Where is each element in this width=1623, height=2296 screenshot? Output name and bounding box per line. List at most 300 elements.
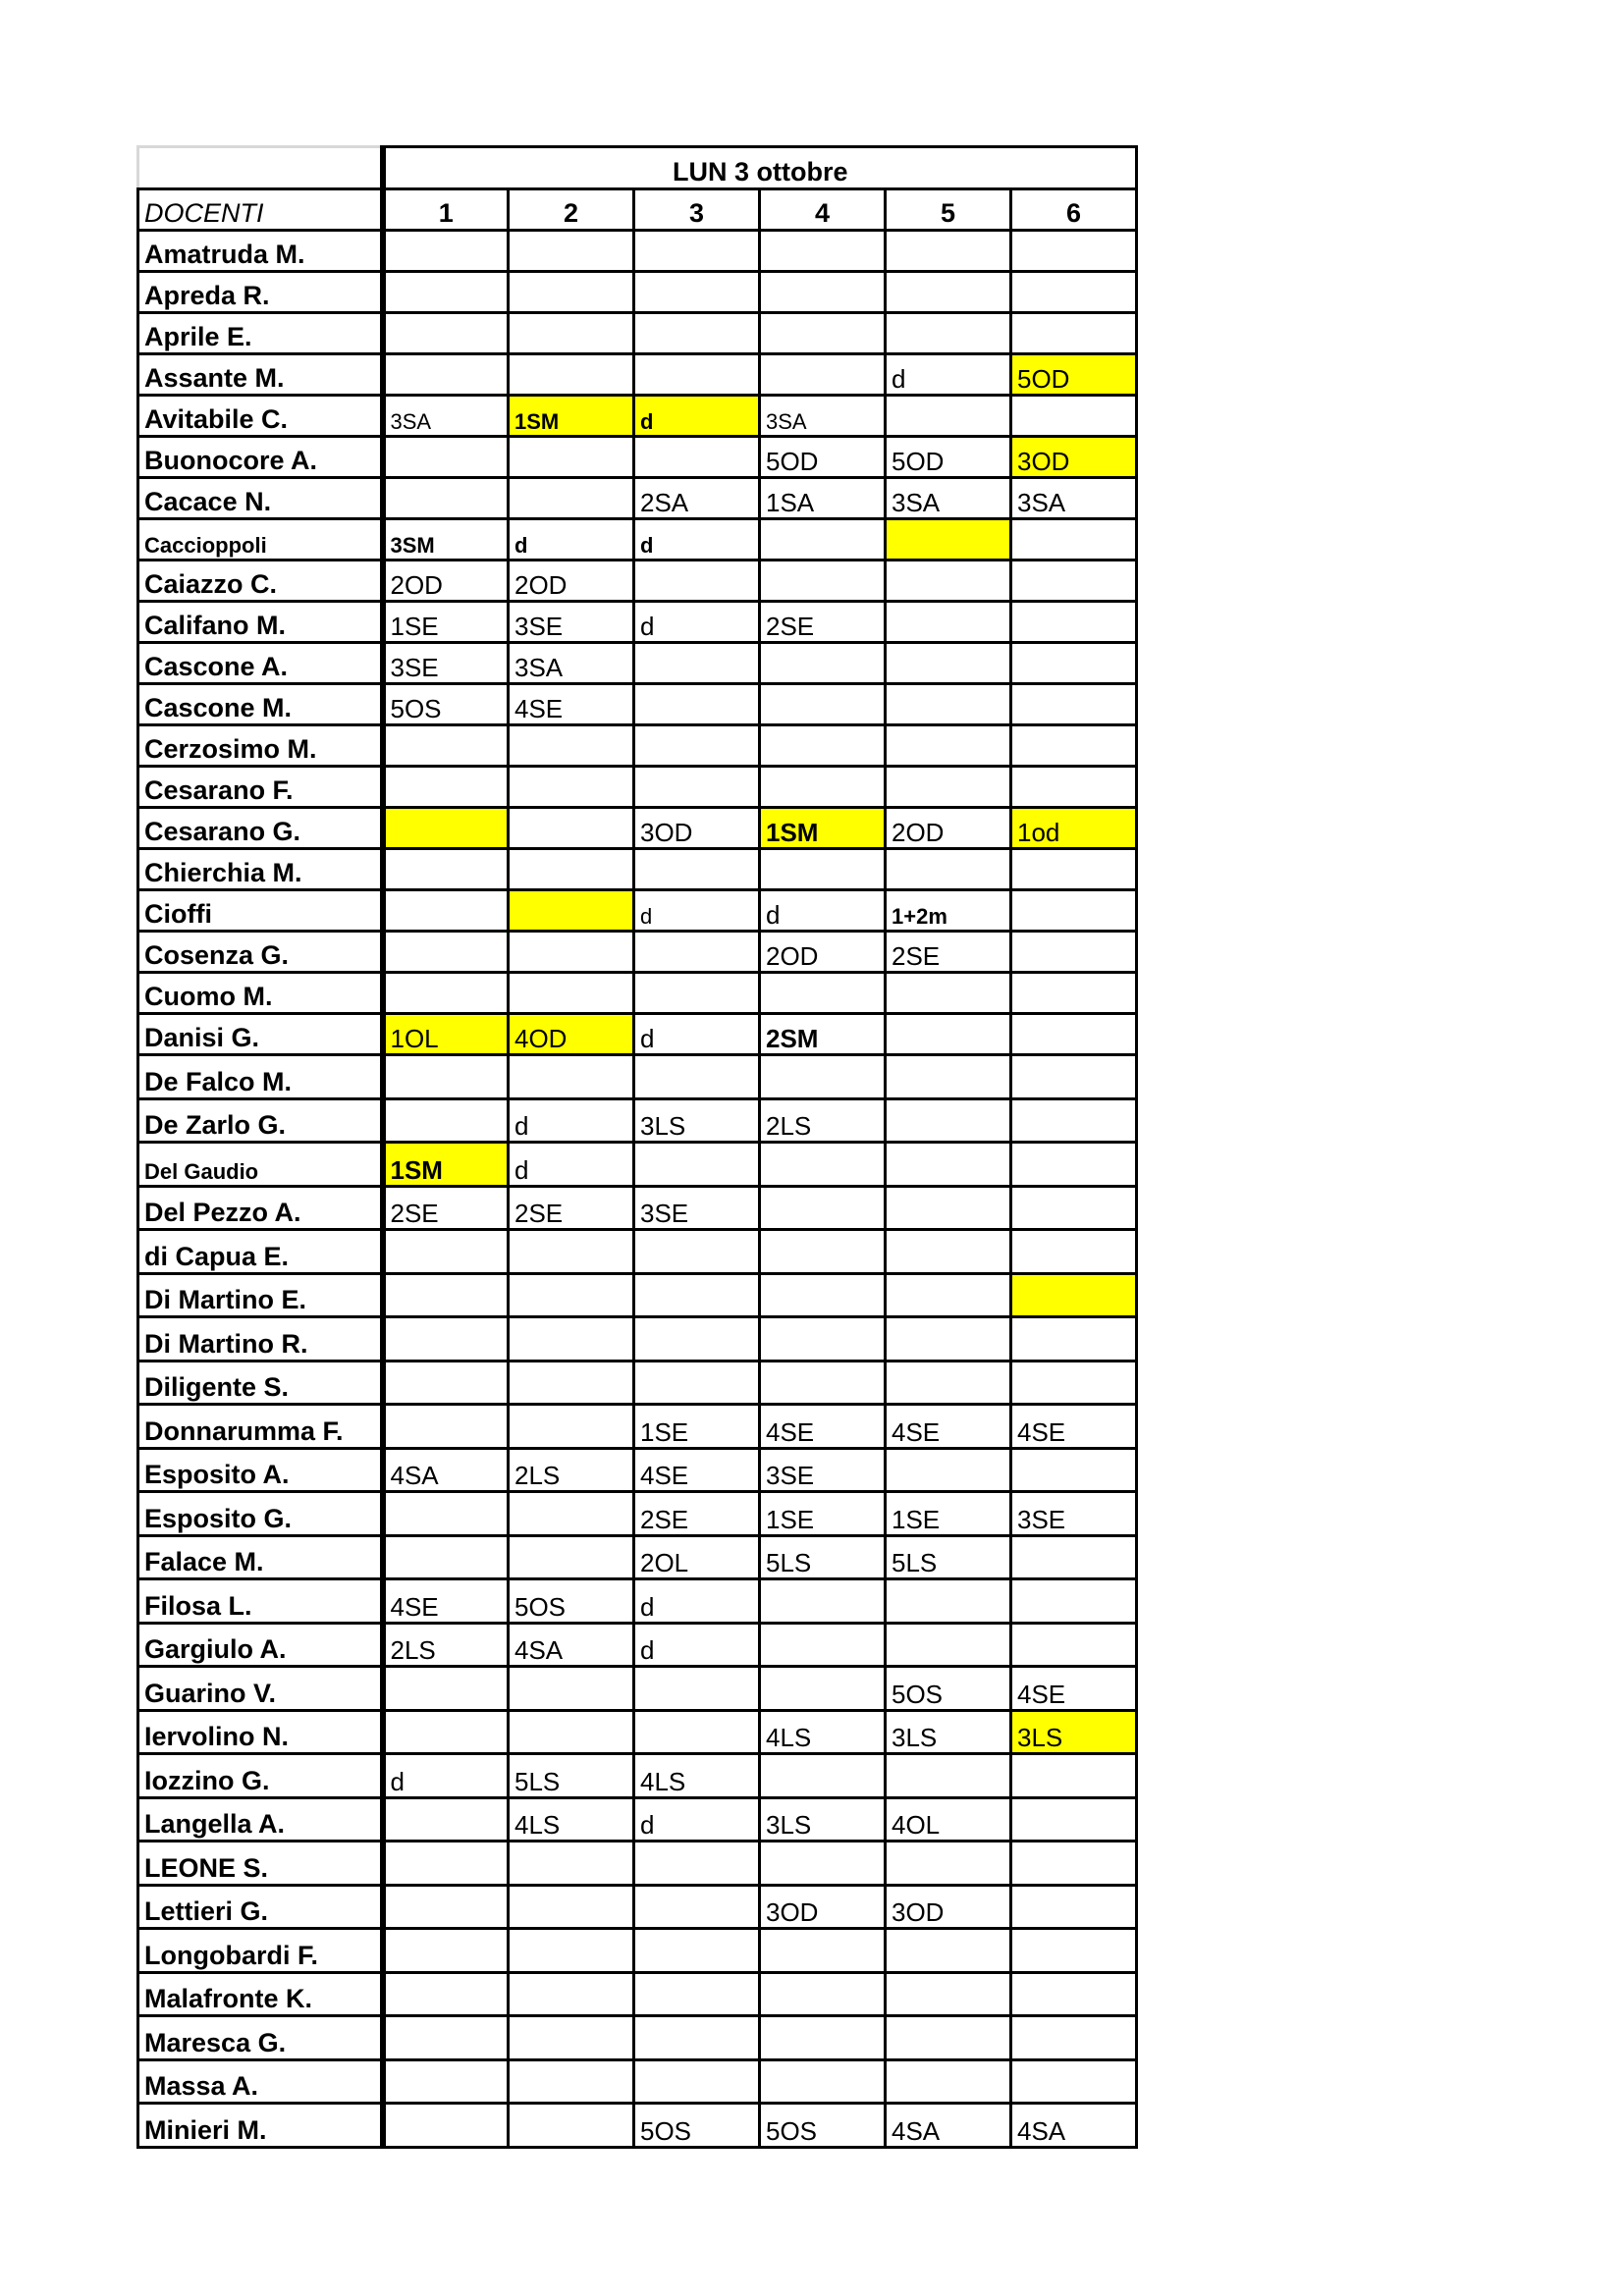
teacher-column-header: DOCENTI bbox=[138, 189, 383, 231]
table-row bbox=[138, 1885, 1137, 1929]
teacher-name: Cesarano G. bbox=[138, 808, 383, 849]
teacher-name: Aprile E. bbox=[138, 313, 383, 354]
schedule-cell bbox=[509, 1273, 634, 1317]
table-row bbox=[138, 890, 1137, 932]
schedule-cell: 3SE bbox=[760, 1448, 886, 1492]
schedule-cell: 3SM bbox=[383, 519, 509, 561]
schedule-cell bbox=[383, 890, 509, 932]
schedule-cell bbox=[886, 1929, 1011, 1973]
schedule-cell bbox=[760, 231, 886, 272]
schedule-cell bbox=[760, 1623, 886, 1667]
title-row bbox=[138, 147, 1137, 189]
teacher-name: Amatruda M. bbox=[138, 231, 383, 272]
schedule-cell bbox=[886, 1579, 1011, 1624]
teacher-name: Donnarumma F. bbox=[138, 1405, 383, 1449]
schedule-cell bbox=[886, 1361, 1011, 1405]
schedule-cell: 4SE bbox=[634, 1448, 760, 1492]
schedule-cell bbox=[1011, 2059, 1137, 2104]
schedule-cell: 3LS bbox=[1011, 1710, 1137, 1754]
schedule-cell bbox=[760, 1842, 886, 1886]
teacher-name: Esposito A. bbox=[138, 1448, 383, 1492]
schedule-cell: 5OS bbox=[760, 2104, 886, 2148]
table-row bbox=[138, 1667, 1137, 1711]
teacher-name: di Capua E. bbox=[138, 1230, 383, 1274]
schedule-cell bbox=[383, 1885, 509, 1929]
schedule-cell: 4OD bbox=[509, 1014, 634, 1055]
schedule-cell bbox=[634, 1273, 760, 1317]
table-row bbox=[138, 973, 1137, 1014]
table-row bbox=[138, 561, 1137, 602]
table-row bbox=[138, 1317, 1137, 1362]
schedule-cell: 3SA bbox=[760, 396, 886, 437]
schedule-cell: d bbox=[383, 1754, 509, 1798]
schedule-cell: 3SE bbox=[383, 643, 509, 684]
schedule-cell bbox=[383, 231, 509, 272]
table-row bbox=[138, 2016, 1137, 2060]
schedule-table bbox=[136, 145, 1138, 2149]
header-row bbox=[138, 189, 1137, 231]
schedule-cell bbox=[1011, 1623, 1137, 1667]
table-row bbox=[138, 437, 1137, 478]
schedule-cell: d bbox=[760, 890, 886, 932]
schedule-cell bbox=[383, 1273, 509, 1317]
schedule-cell bbox=[383, 478, 509, 519]
schedule-cell: 1+2m bbox=[886, 890, 1011, 932]
schedule-cell bbox=[886, 1230, 1011, 1274]
schedule-cell bbox=[760, 1667, 886, 1711]
teacher-name: Massa A. bbox=[138, 2059, 383, 2104]
schedule-cell: 2SE bbox=[886, 932, 1011, 973]
schedule-cell bbox=[634, 1667, 760, 1711]
schedule-cell bbox=[383, 1972, 509, 2016]
schedule-cell: 5OS bbox=[509, 1579, 634, 1624]
teacher-name: Buonocore A. bbox=[138, 437, 383, 478]
schedule-cell: 2OL bbox=[634, 1535, 760, 1579]
schedule-cell: 5OD bbox=[886, 437, 1011, 478]
teacher-name: Diligente S. bbox=[138, 1361, 383, 1405]
schedule-cell: 1SM bbox=[383, 1143, 509, 1187]
schedule-cell bbox=[634, 1842, 760, 1886]
schedule-cell bbox=[509, 1929, 634, 1973]
teacher-name: Avitabile C. bbox=[138, 396, 383, 437]
teacher-name: Caiazzo C. bbox=[138, 561, 383, 602]
schedule-cell bbox=[1011, 725, 1137, 767]
schedule-cell: 4SE bbox=[886, 1405, 1011, 1449]
schedule-cell bbox=[634, 643, 760, 684]
schedule-cell: 5OS bbox=[383, 684, 509, 725]
teacher-name: Falace M. bbox=[138, 1535, 383, 1579]
schedule-cell: 4SA bbox=[1011, 2104, 1137, 2148]
schedule-cell: d bbox=[634, 396, 760, 437]
schedule-cell bbox=[634, 973, 760, 1014]
table-row bbox=[138, 767, 1137, 808]
teacher-name: Cascone M. bbox=[138, 684, 383, 725]
schedule-cell bbox=[383, 849, 509, 890]
table-row bbox=[138, 354, 1137, 396]
teacher-name: De Falco M. bbox=[138, 1055, 383, 1099]
schedule-cell bbox=[383, 2059, 509, 2104]
schedule-cell: 5LS bbox=[886, 1535, 1011, 1579]
schedule-cell: 3LS bbox=[760, 1797, 886, 1842]
table-row bbox=[138, 1405, 1137, 1449]
schedule-cell bbox=[634, 2016, 760, 2060]
schedule-cell bbox=[1011, 231, 1137, 272]
schedule-cell: 1SE bbox=[886, 1492, 1011, 1536]
schedule-cell bbox=[383, 1098, 509, 1143]
schedule-cell: 2SE bbox=[634, 1492, 760, 1536]
schedule-cell: 3SA bbox=[886, 478, 1011, 519]
teacher-name: Del Pezzo A. bbox=[138, 1186, 383, 1230]
table-row bbox=[138, 1361, 1137, 1405]
schedule-cell bbox=[760, 272, 886, 313]
schedule-cell bbox=[886, 973, 1011, 1014]
schedule-cell bbox=[760, 849, 886, 890]
table-row bbox=[138, 1579, 1137, 1624]
schedule-cell bbox=[383, 354, 509, 396]
table-row bbox=[138, 1098, 1137, 1143]
schedule-cell: 1SA bbox=[760, 478, 886, 519]
schedule-cell bbox=[1011, 519, 1137, 561]
schedule-cell bbox=[1011, 1535, 1137, 1579]
schedule-cell bbox=[1011, 1098, 1137, 1143]
teacher-name: Assante M. bbox=[138, 354, 383, 396]
schedule-cell bbox=[509, 231, 634, 272]
schedule-cell bbox=[383, 1667, 509, 1711]
schedule-cell bbox=[634, 1230, 760, 1274]
schedule-cell bbox=[886, 725, 1011, 767]
period-header: 6 bbox=[1011, 189, 1137, 231]
schedule-cell bbox=[509, 272, 634, 313]
schedule-cell bbox=[760, 643, 886, 684]
schedule-cell bbox=[760, 1143, 886, 1187]
schedule-cell bbox=[760, 2016, 886, 2060]
schedule-cell bbox=[509, 1972, 634, 2016]
teacher-name: Langella A. bbox=[138, 1797, 383, 1842]
schedule-cell bbox=[1011, 313, 1137, 354]
teacher-name: Cerzosimo M. bbox=[138, 725, 383, 767]
schedule-cell bbox=[634, 849, 760, 890]
schedule-cell bbox=[383, 1842, 509, 1886]
table-row bbox=[138, 1842, 1137, 1886]
schedule-cell bbox=[509, 1842, 634, 1886]
schedule-cell bbox=[383, 1710, 509, 1754]
schedule-cell: 1SM bbox=[509, 396, 634, 437]
teacher-name: Califano M. bbox=[138, 602, 383, 643]
schedule-cell bbox=[383, 1055, 509, 1099]
table-row bbox=[138, 1710, 1137, 1754]
schedule-cell bbox=[760, 684, 886, 725]
schedule-cell: 2SE bbox=[760, 602, 886, 643]
teacher-name: Guarino V. bbox=[138, 1667, 383, 1711]
schedule-cell bbox=[760, 1273, 886, 1317]
teacher-name: Lettieri G. bbox=[138, 1885, 383, 1929]
corner-cell bbox=[138, 147, 383, 189]
schedule-cell bbox=[760, 1230, 886, 1274]
schedule-cell: d bbox=[509, 1098, 634, 1143]
table-row bbox=[138, 272, 1137, 313]
schedule-cell bbox=[509, 932, 634, 973]
day-title: LUN 3 ottobre bbox=[383, 147, 1137, 189]
teacher-name: Del Gaudio bbox=[138, 1143, 383, 1187]
schedule-cell: 5OS bbox=[634, 2104, 760, 2148]
schedule-cell bbox=[760, 561, 886, 602]
schedule-cell bbox=[634, 767, 760, 808]
schedule-cell: 4SA bbox=[383, 1448, 509, 1492]
schedule-cell bbox=[383, 437, 509, 478]
schedule-cell: d bbox=[634, 1014, 760, 1055]
schedule-cell: 2LS bbox=[509, 1448, 634, 1492]
schedule-cell: 2SM bbox=[760, 1014, 886, 1055]
schedule-cell bbox=[886, 643, 1011, 684]
schedule-cell bbox=[383, 2104, 509, 2148]
schedule-cell: 2SE bbox=[383, 1186, 509, 1230]
teacher-name: Gargiulo A. bbox=[138, 1623, 383, 1667]
schedule-cell bbox=[886, 396, 1011, 437]
schedule-cell bbox=[634, 231, 760, 272]
schedule-cell bbox=[760, 1972, 886, 2016]
schedule-cell bbox=[886, 1842, 1011, 1886]
schedule-cell: 3LS bbox=[886, 1710, 1011, 1754]
schedule-cell bbox=[509, 2016, 634, 2060]
table-row bbox=[138, 1014, 1137, 1055]
schedule-cell: 4LS bbox=[760, 1710, 886, 1754]
schedule-cell: d bbox=[634, 1797, 760, 1842]
schedule-cell bbox=[509, 437, 634, 478]
schedule-cell bbox=[760, 725, 886, 767]
schedule-cell bbox=[383, 2016, 509, 2060]
schedule-cell: 3SE bbox=[509, 602, 634, 643]
schedule-cell: 3OD bbox=[886, 1885, 1011, 1929]
schedule-cell bbox=[634, 272, 760, 313]
schedule-cell: 4LS bbox=[634, 1754, 760, 1798]
table-row bbox=[138, 725, 1137, 767]
period-header: 4 bbox=[760, 189, 886, 231]
schedule-cell bbox=[1011, 1055, 1137, 1099]
schedule-cell: d bbox=[634, 602, 760, 643]
schedule-cell bbox=[1011, 396, 1137, 437]
schedule-cell bbox=[1011, 1448, 1137, 1492]
schedule-cell bbox=[383, 313, 509, 354]
schedule-cell bbox=[886, 519, 1011, 561]
schedule-cell bbox=[886, 1623, 1011, 1667]
table-row bbox=[138, 1448, 1137, 1492]
schedule-cell bbox=[1011, 1014, 1137, 1055]
schedule-cell: 2OD bbox=[383, 561, 509, 602]
period-header: 2 bbox=[509, 189, 634, 231]
schedule-cell bbox=[509, 2059, 634, 2104]
schedule-cell: 3SA bbox=[383, 396, 509, 437]
schedule-cell: d bbox=[509, 1143, 634, 1187]
schedule-cell: 2OD bbox=[509, 561, 634, 602]
schedule-cell bbox=[634, 1361, 760, 1405]
schedule-cell bbox=[1011, 1230, 1137, 1274]
schedule-cell bbox=[886, 231, 1011, 272]
schedule-cell: d bbox=[886, 354, 1011, 396]
teacher-name: Esposito G. bbox=[138, 1492, 383, 1536]
schedule-cell: 3OD bbox=[634, 808, 760, 849]
schedule-cell bbox=[634, 313, 760, 354]
table-row bbox=[138, 1055, 1137, 1099]
schedule-cell bbox=[1011, 1797, 1137, 1842]
schedule-cell bbox=[634, 1143, 760, 1187]
table-row bbox=[138, 808, 1137, 849]
schedule-cell bbox=[886, 767, 1011, 808]
schedule-cell bbox=[509, 478, 634, 519]
schedule-cell bbox=[509, 849, 634, 890]
schedule-cell bbox=[509, 1055, 634, 1099]
schedule-cell bbox=[886, 272, 1011, 313]
table-row bbox=[138, 1929, 1137, 1973]
schedule-cell bbox=[383, 932, 509, 973]
schedule-cell bbox=[1011, 1317, 1137, 1362]
schedule-cell: 4SE bbox=[760, 1405, 886, 1449]
schedule-cell bbox=[634, 1929, 760, 1973]
schedule-cell: 3OD bbox=[760, 1885, 886, 1929]
schedule-cell bbox=[1011, 932, 1137, 973]
schedule-cell bbox=[760, 767, 886, 808]
teacher-name: Malafronte K. bbox=[138, 1972, 383, 2016]
schedule-cell bbox=[1011, 890, 1137, 932]
schedule-cell bbox=[886, 1143, 1011, 1187]
schedule-cell bbox=[383, 1405, 509, 1449]
schedule-cell bbox=[1011, 1929, 1137, 1973]
schedule-cell bbox=[1011, 1143, 1137, 1187]
schedule-cell: 2OD bbox=[886, 808, 1011, 849]
schedule-cell bbox=[634, 1317, 760, 1362]
schedule-cell bbox=[383, 1797, 509, 1842]
schedule-cell: 1SM bbox=[760, 808, 886, 849]
schedule-cell: 4LS bbox=[509, 1797, 634, 1842]
schedule-cell: 4SE bbox=[1011, 1667, 1137, 1711]
schedule-cell bbox=[509, 1492, 634, 1536]
schedule-cell bbox=[509, 354, 634, 396]
schedule-cell bbox=[634, 1885, 760, 1929]
schedule-cell bbox=[1011, 2016, 1137, 2060]
schedule-cell bbox=[886, 849, 1011, 890]
schedule-cell: 3SA bbox=[1011, 478, 1137, 519]
schedule-cell bbox=[509, 725, 634, 767]
table-row bbox=[138, 1492, 1137, 1536]
schedule-cell bbox=[509, 1885, 634, 1929]
schedule-cell: 2OD bbox=[760, 932, 886, 973]
schedule-cell: 3SE bbox=[1011, 1492, 1137, 1536]
schedule-cell: 3LS bbox=[634, 1098, 760, 1143]
schedule-cell bbox=[1011, 1361, 1137, 1405]
schedule-cell bbox=[383, 1230, 509, 1274]
table-row bbox=[138, 1754, 1137, 1798]
table-row bbox=[138, 478, 1137, 519]
schedule-cell: 2SE bbox=[509, 1186, 634, 1230]
teacher-name: Di Martino R. bbox=[138, 1317, 383, 1362]
schedule-cell bbox=[760, 519, 886, 561]
schedule-cell bbox=[383, 272, 509, 313]
teacher-name: Iozzino G. bbox=[138, 1754, 383, 1798]
teacher-name: Chierchia M. bbox=[138, 849, 383, 890]
schedule-cell bbox=[1011, 1972, 1137, 2016]
schedule-cell bbox=[886, 684, 1011, 725]
schedule-cell bbox=[1011, 1754, 1137, 1798]
table-row bbox=[138, 1273, 1137, 1317]
table-row bbox=[138, 313, 1137, 354]
schedule-cell: 4SA bbox=[886, 2104, 1011, 2148]
schedule-cell bbox=[886, 1055, 1011, 1099]
schedule-cell bbox=[760, 1361, 886, 1405]
schedule-cell bbox=[509, 313, 634, 354]
schedule-cell bbox=[886, 1098, 1011, 1143]
schedule-cell bbox=[509, 1535, 634, 1579]
schedule-cell: 5LS bbox=[760, 1535, 886, 1579]
table-row bbox=[138, 1143, 1137, 1187]
schedule-cell bbox=[509, 973, 634, 1014]
schedule-cell bbox=[886, 2016, 1011, 2060]
period-header: 3 bbox=[634, 189, 760, 231]
schedule-cell: 4SA bbox=[509, 1623, 634, 1667]
schedule-cell bbox=[760, 313, 886, 354]
schedule-cell: 3SE bbox=[634, 1186, 760, 1230]
schedule-cell bbox=[383, 808, 509, 849]
table-row bbox=[138, 932, 1137, 973]
teacher-name: Cesarano F. bbox=[138, 767, 383, 808]
schedule-cell bbox=[886, 1273, 1011, 1317]
teacher-name: Longobardi F. bbox=[138, 1929, 383, 1973]
schedule-cell bbox=[1011, 1186, 1137, 1230]
schedule-cell: 5OD bbox=[1011, 354, 1137, 396]
schedule-cell bbox=[383, 725, 509, 767]
schedule-cell: 1SE bbox=[760, 1492, 886, 1536]
schedule-cell bbox=[634, 1972, 760, 2016]
schedule-cell bbox=[1011, 272, 1137, 313]
schedule-cell bbox=[383, 767, 509, 808]
schedule-cell bbox=[634, 725, 760, 767]
schedule-cell bbox=[760, 1055, 886, 1099]
teacher-name: Di Martino E. bbox=[138, 1273, 383, 1317]
schedule-cell: d bbox=[634, 890, 760, 932]
schedule-cell bbox=[634, 561, 760, 602]
table-row bbox=[138, 231, 1137, 272]
schedule-cell bbox=[634, 1710, 760, 1754]
schedule-cell bbox=[886, 561, 1011, 602]
table-row bbox=[138, 1623, 1137, 1667]
schedule-cell bbox=[634, 684, 760, 725]
teacher-name: Cosenza G. bbox=[138, 932, 383, 973]
schedule-cell: 5OD bbox=[760, 437, 886, 478]
schedule-cell bbox=[760, 2059, 886, 2104]
schedule-cell bbox=[886, 2059, 1011, 2104]
table-row bbox=[138, 1972, 1137, 2016]
table-row bbox=[138, 602, 1137, 643]
schedule-cell bbox=[1011, 684, 1137, 725]
schedule-cell bbox=[634, 2059, 760, 2104]
schedule-cell bbox=[383, 1535, 509, 1579]
schedule-cell bbox=[886, 1754, 1011, 1798]
schedule-cell bbox=[760, 1754, 886, 1798]
teacher-name: LEONE S. bbox=[138, 1842, 383, 1886]
table-row bbox=[138, 643, 1137, 684]
schedule-cell: 1OL bbox=[383, 1014, 509, 1055]
schedule-cell bbox=[509, 808, 634, 849]
schedule-cell bbox=[760, 354, 886, 396]
table-row bbox=[138, 396, 1137, 437]
schedule-cell bbox=[886, 1317, 1011, 1362]
schedule-cell bbox=[509, 1667, 634, 1711]
schedule-cell: 2SA bbox=[634, 478, 760, 519]
teacher-name: Maresca G. bbox=[138, 2016, 383, 2060]
teacher-name: Caccioppoli bbox=[138, 519, 383, 561]
schedule-cell bbox=[634, 437, 760, 478]
schedule-cell bbox=[1011, 561, 1137, 602]
schedule-cell bbox=[760, 1579, 886, 1624]
table-row bbox=[138, 684, 1137, 725]
